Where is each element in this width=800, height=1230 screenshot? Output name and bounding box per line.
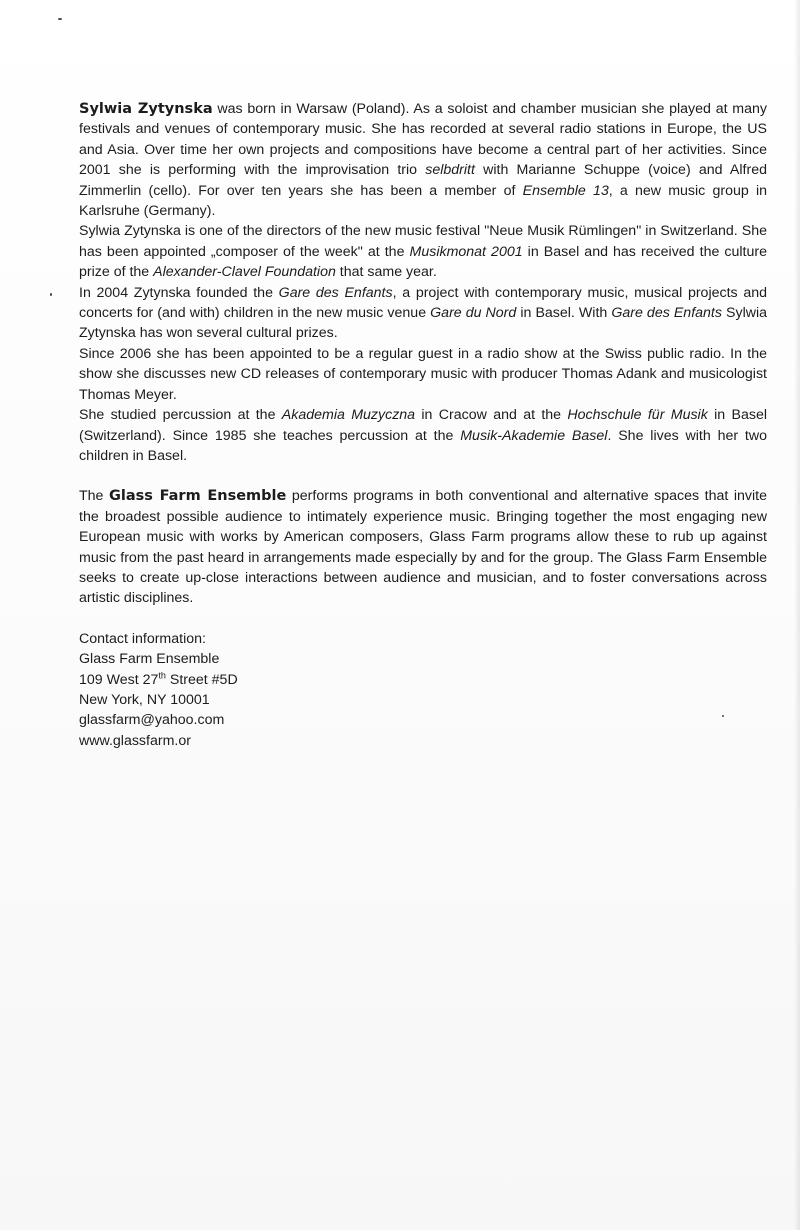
bio-text: that same year. — [335, 264, 437, 281]
scan-speck — [50, 293, 52, 296]
bio-text: in Basel. With — [516, 305, 612, 322]
foundation-name: Alexander-Clavel Foundation — [153, 264, 336, 281]
bio-paragraph-3 — [79, 283, 767, 344]
street-number: 109 West 27 — [79, 671, 159, 688]
trio-name: selbdritt — [425, 162, 475, 179]
biography-section — [79, 99, 767, 466]
contact-heading: Contact information: — [79, 630, 206, 647]
bio-text: , a new music group in Karlsruhe (Germany). — [79, 182, 767, 220]
ensemble-text: The — [79, 488, 110, 505]
bio-text: in Basel and has received the culture prize of the — [79, 243, 767, 281]
bio-text: with Marianne Schuppe (voice) and Alfred Zimmerlin (cello). For over ten years she has been a member of — [79, 162, 767, 199]
ensemble-section — [79, 486, 767, 608]
bio-text: In 2004 Zytynska founded the — [79, 284, 279, 301]
bio-text: Sylwia Zytynska has won several cultural prizes. — [79, 305, 768, 342]
scan-speck — [58, 18, 62, 20]
hochschule-name: Hochschule für Musik — [567, 407, 708, 424]
bio-text: Sylwia Zytynska is one of the directors of the new music festival "Neue Musik Rümlingen" in Switzerland. She has been appointed „composer of the week" at the — [79, 223, 767, 260]
document-body — [79, 99, 767, 751]
gare-des-enfants-name: Gare des Enfants — [278, 284, 393, 301]
bio-paragraph-5 — [79, 405, 767, 466]
bio-paragraph-2 — [79, 221, 767, 282]
bio-text: was born in Warsaw (Poland). As a soloist and chamber musician she played at many festivals and venues of contemporary music. She has recorded at several radio stations in Europe, the US and Asia. Over time her own projects and compositions have become a central part of her activities. Since 2001 she is performing with the improvisation trio — [79, 101, 767, 179]
bio-text: She studied percussion at the — [79, 407, 282, 424]
akademia-name: Akademia Muzyczna — [281, 407, 416, 424]
contact-website: www.glassfarm.or — [79, 732, 191, 749]
contact-street — [79, 670, 767, 690]
bio-text: in Basel (Switzerland). Since 1985 she teaches percussion at the — [79, 407, 767, 444]
musikmonat-name: Musikmonat 2001 — [409, 243, 523, 260]
ensemble-13-name: Ensemble 13 — [522, 182, 609, 199]
bio-paragraph-4: Since 2006 she has been appointed to be a regular guest in a radio show at the Swiss public radio. In the show she discusses new CD releases of contemporary music with producer Thomas Adank and musicologist Thomas Meyer. — [79, 345, 767, 403]
gare-des-enfants-name: Gare des Enfants — [611, 305, 722, 322]
bio-text: . She lives with her two children in Basel. — [79, 427, 768, 464]
bio-paragraph-1 — [79, 99, 767, 221]
ensemble-name: Glass Farm Ensemble — [109, 488, 287, 505]
contact-city: New York, NY 10001 — [79, 691, 210, 708]
ensemble-paragraph — [79, 486, 767, 608]
gare-du-nord-name: Gare du Nord — [430, 305, 517, 322]
ordinal-suffix: th — [158, 669, 166, 680]
musik-akademie-name: Musik-Akademie Basel — [460, 427, 608, 444]
contact-org: Glass Farm Ensemble — [79, 651, 220, 668]
contact-email: glassfarm@yahoo.com — [79, 712, 225, 729]
ensemble-text: performs programs in both conventional and alternative spaces that invite the broadest possible audience to intimately experience music. Bringing together the most engaging new European music with works by American composers, Glass Farm programs allow these to rub up against music from the past heard in arrangements made especially by and for the group. The Glass Farm Ensemble seeks to create up-close interactions between audience and musician, and to foster conversations across artistic disciplines. — [79, 488, 767, 607]
street-name: Street #5D — [165, 671, 238, 688]
bio-text: in Cracow and at the — [415, 407, 568, 424]
bio-text: , a project with contemporary music, musical projects and concerts for (and with) children in the new music venue — [79, 284, 767, 322]
page-spine-shadow — [794, 0, 800, 1230]
contact-block — [79, 629, 767, 751]
bio-name: Sylwia Zytynska — [79, 101, 213, 117]
